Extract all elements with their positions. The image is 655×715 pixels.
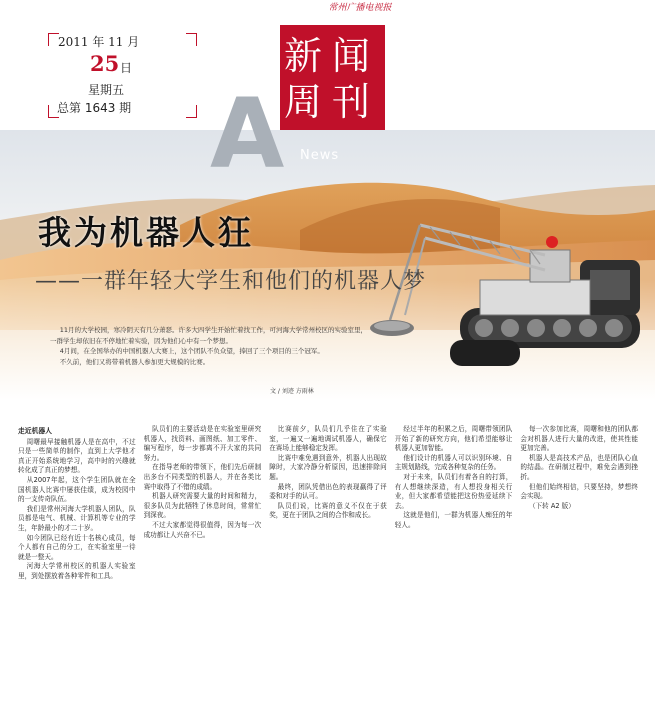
article-paragraph: 河海大学常州校区的机器人实验室里，到处摆放着各种零件和工具。 [18, 562, 136, 580]
article-paragraph: 机器人研究需要大量的时间和精力，很多队员为此牺牲了休息时间，常常忙到深夜。 [143, 492, 262, 520]
bracket-decoration [186, 105, 197, 118]
byline: 文 / 刘迹 方雨林 [270, 388, 314, 395]
bracket-decoration [186, 33, 197, 46]
article-paragraph: 从2007年起，这个学生团队就在全国机器人比赛中屡获佳绩，成为校园中的一支传奇队伍。 [18, 475, 136, 504]
article-paragraph: 队员们说，比赛的意义不仅在于获奖，更在于团队之间的合作和成长。 [269, 501, 387, 520]
intro-paragraph: 11月的大学校园，寒冷阴天有几分萧瑟。许多大四学生开始忙着找工作，可河海大学常州校区的实验室里，一群学生却依旧在不停地忙着实验，因为他们心中有一个梦想。 [50, 326, 368, 345]
article-paragraph: 队员们的主要活动是在实验室里研究机器人，找资料、画图纸、加工零件、编写程序，每一步都离不开大家的共同努力。 [143, 425, 262, 462]
article-paragraph: 但他们始终相信，只要坚持，梦想终会实现。 [520, 482, 638, 501]
article-paragraph: 比赛前夕，队员们几乎住在了实验室，一遍又一遍地调试机器人，确保它在赛场上能够稳定发挥。 [269, 425, 387, 453]
article-paragraph: 每一次参加比赛，周曙和他的团队都会对机器人进行大量的改进，使其性能更加完善。 [520, 425, 638, 453]
article-paragraph: 如今团队已经有近十名核心成员，每个人都有自己的分工，在实验室里一待就是一整天。 [18, 533, 136, 561]
article-column [520, 425, 638, 695]
article-paragraph: 他们设计的机器人可以识别环境、自主规划路线，完成各种复杂的任务。 [394, 453, 513, 472]
section-letter: A [210, 78, 285, 190]
date-day: 25 [90, 51, 120, 76]
intro-paragraphs [50, 325, 370, 367]
article-paragraph: 这就是他们，一群为机器人痴狂的年轻人。 [394, 511, 513, 529]
article-paragraph: 机器人是高技术产品，也是团队心血的结晶。在研制过程中，难免会遇到挫折。 [520, 453, 638, 481]
section-char: 新 [284, 34, 323, 78]
date-year-month: 2011 年 11 月 [58, 35, 140, 49]
section-char: 刊 [332, 80, 371, 124]
section-news-word: News [300, 148, 340, 163]
article-column [269, 425, 387, 695]
masthead: 常州广播电视报 [328, 3, 392, 13]
article-body [18, 425, 638, 695]
article-column [144, 425, 262, 695]
section-char: 闻 [332, 34, 371, 78]
date-weekday: 星期五 [88, 83, 125, 97]
intro-paragraph: 4月间，在全国举办的中国机器人大赛上，这个团队不负众望，捧回了三个项目的三个冠军。 [59, 347, 324, 355]
article-paragraph: 比赛中难免遇到意外，机器人出现故障时，大家冷静分析原因，迅速排除问题。 [269, 453, 387, 481]
issue-number: 总第 1643 期 [57, 101, 132, 115]
subheadline: ——一群年轻大学生和他们的机器人梦 [35, 269, 427, 294]
headline: 我为机器人狂 [38, 213, 254, 252]
article-column [395, 425, 513, 695]
article-paragraph: 周曙最早接触机器人是在高中，不过只是一些简单的制作，直到上大学他才真正开始系统地学习，高中时的兴趣就转化成了真正的梦想。 [18, 437, 136, 475]
article-paragraph: 最终，团队凭借出色的表现赢得了评委和对手的认可。 [269, 482, 387, 501]
intro-paragraph: 不久前，他们又将带着机器人参加更大规模的比赛。 [59, 357, 210, 366]
section-logo [280, 25, 385, 130]
date-day-unit: 日 [120, 61, 133, 75]
section-char: 周 [284, 80, 323, 124]
article-paragraph: 经过半年的积累之后，周曙带领团队开始了新的研究方向，他们希望能够让机器人更加智能。 [394, 425, 513, 453]
article-paragraph: 对于未来，队员们有着各自的打算，有人想继续深造，有人想投身相关行业，但大家都希望能把这份热爱延续下去。 [394, 472, 513, 510]
article-paragraph: 不过大家都觉得很值得，因为每一次成功都让人兴奋不已。 [143, 520, 262, 539]
article-column [18, 425, 136, 695]
continued-note: （下转 A2 版） [528, 501, 575, 510]
article-paragraph: 在指导老师的带领下，他们先后研制出多台不同类型的机器人，并在各类比赛中取得了不错的成绩。 [143, 463, 262, 491]
article-paragraph: 我们是常州河海大学机器人团队，队员都是电气、机械、计算机等专业的学生，年龄最小的才二十岁。 [18, 504, 136, 532]
column-heading: 走近机器人 [18, 427, 52, 435]
